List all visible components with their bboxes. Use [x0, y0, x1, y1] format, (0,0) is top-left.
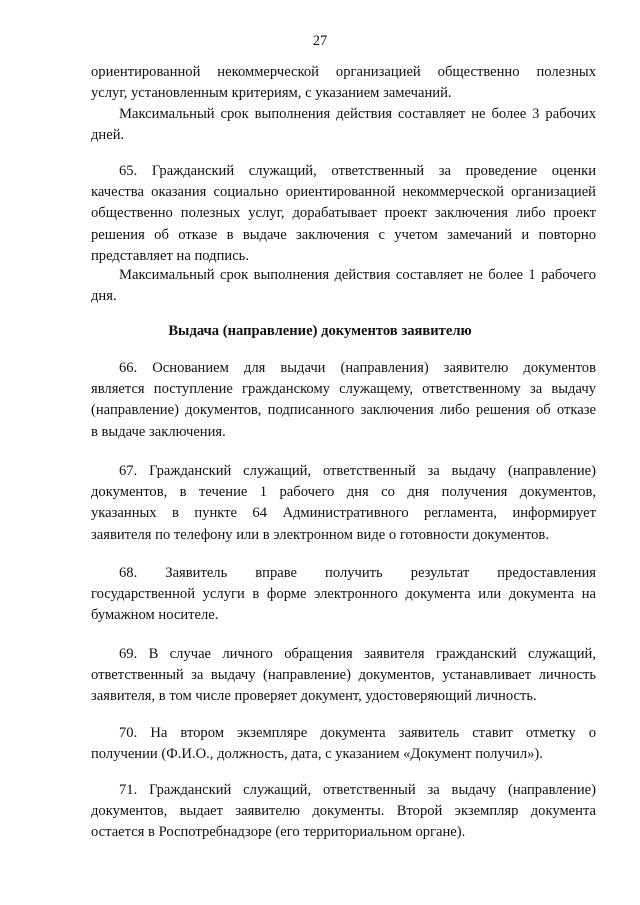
text-line: качества оказания социально ориентированной некоммерческой организацией [91, 184, 596, 201]
paragraph-item-69 [91, 644, 596, 708]
text-line: получении (Ф.И.О., должность, дата, с указанием «Документ получил»). [91, 746, 543, 763]
page-number: 27 [312, 33, 328, 49]
paragraph-deadline-1-day [91, 265, 596, 307]
text-line: государственной услуги в форме электронного документа или документа на [91, 586, 596, 603]
text-line: ориентированной некоммерческой организацией общественно полезных [91, 64, 596, 80]
paragraph-continuation [91, 62, 596, 104]
text-line: дня. [91, 288, 117, 305]
text-line: указанных в пункте 64 Административного регламента, информирует [91, 505, 596, 522]
paragraph-item-67 [91, 461, 596, 546]
paragraph-item-66 [91, 358, 596, 443]
text-line: 67. Гражданский служащий, ответственный за выдачу (направление) [119, 463, 596, 479]
paragraph-item-71 [91, 780, 596, 844]
text-line: 66. Основанием для выдачи (направления) заявителю документов [119, 360, 596, 376]
text-line: в выдаче заключения. [91, 423, 226, 440]
text-line: документов, в течение 1 рабочего дня со дня получения документов, [91, 484, 596, 501]
text-line: дней. [91, 127, 125, 144]
paragraph-item-68 [91, 563, 596, 627]
paragraph-item-65 [91, 161, 596, 267]
text-line: 71. Гражданский служащий, ответственный за выдачу (направление) [119, 782, 596, 798]
text-line: 68. Заявитель вправе получить результат предоставления [119, 565, 596, 581]
text-line: 70. На втором экземпляре документа заявитель ставит отметку о [119, 725, 596, 741]
text-line: услуг, установленным критериям, с указанием замечаний. [91, 85, 452, 102]
paragraph-deadline-3-days [91, 104, 596, 146]
paragraph-item-70 [91, 723, 596, 765]
text-line: 69. В случае личного обращения заявителя гражданский служащий, [119, 646, 596, 662]
text-line: (направление) документов, подписанного заключения либо решения об отказе [91, 402, 596, 419]
text-line: является поступление гражданскому служащему, ответственному за выдачу [91, 381, 596, 398]
text-line: ответственный за выдачу (направление) документов, устанавливает личность [91, 667, 596, 684]
text-line: представляет на подпись. [91, 247, 249, 264]
text-line: Максимальный срок выполнения действия составляет не более 3 рабочих [119, 106, 596, 122]
text-line: решения об отказе в выдаче заключения с учетом замечаний и повторно [91, 226, 596, 243]
text-line: бумажном носителе. [91, 607, 219, 624]
text-line: остается в Роспотребнадзоре (его территориальном органе). [91, 824, 466, 841]
text-line: общественно полезных услуг, дорабатывает проект заключения либо проект [91, 205, 596, 222]
text-line: 65. Гражданский служащий, ответственный за проведение оценки [119, 163, 596, 179]
text-line: документов, выдает заявителю документы. Второй экземпляр документа [91, 803, 596, 820]
section-heading: Выдача (направление) документов заявителю [168, 323, 472, 339]
text-line: заявителя по телефону или в электронном виде о готовности документов. [91, 526, 549, 543]
text-line: заявителя, в том числе проверяет документ, удостоверяющий личность. [91, 688, 537, 705]
text-line: Максимальный срок выполнения действия составляет не более 1 рабочего [119, 267, 596, 283]
